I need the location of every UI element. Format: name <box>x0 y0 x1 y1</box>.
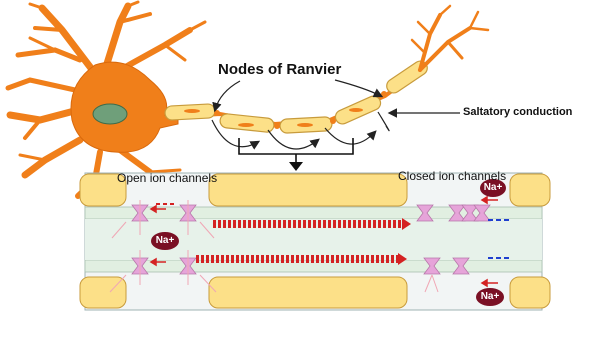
myelin-block <box>209 277 407 308</box>
myelin-block <box>510 277 550 308</box>
schwann-nucleus <box>297 123 313 127</box>
node-of-ranvier <box>274 123 280 129</box>
saltatory-conduction-label: Saltatory conduction <box>463 106 573 118</box>
sodium-label-bottom-right: Na+ <box>480 291 500 302</box>
myelin-block <box>510 174 550 206</box>
axon-terminals <box>412 6 488 70</box>
schwann-nucleus <box>349 108 363 112</box>
node-of-ranvier <box>381 91 387 97</box>
node-of-ranvier <box>330 118 336 124</box>
zoom-bracket <box>239 138 353 163</box>
myelin-segment <box>219 113 274 133</box>
nucleus <box>93 104 127 124</box>
zoom-arrow-icon <box>289 162 303 171</box>
schwann-nucleus <box>238 123 254 127</box>
sodium-label-middle-left: Na+ <box>155 235 175 246</box>
cell-body <box>71 62 178 152</box>
node-of-ranvier <box>214 110 220 116</box>
closed-channels-label: Closed ion channels <box>398 169 507 183</box>
nodes-of-ranvier-label: Nodes of Ranvier <box>218 61 342 78</box>
schwann-nucleus <box>184 109 200 113</box>
sodium-label-top-right: Na+ <box>483 182 503 193</box>
open-channels-label: Open ion channels <box>117 171 218 185</box>
myelin-block <box>209 174 407 206</box>
neuron <box>8 2 488 196</box>
